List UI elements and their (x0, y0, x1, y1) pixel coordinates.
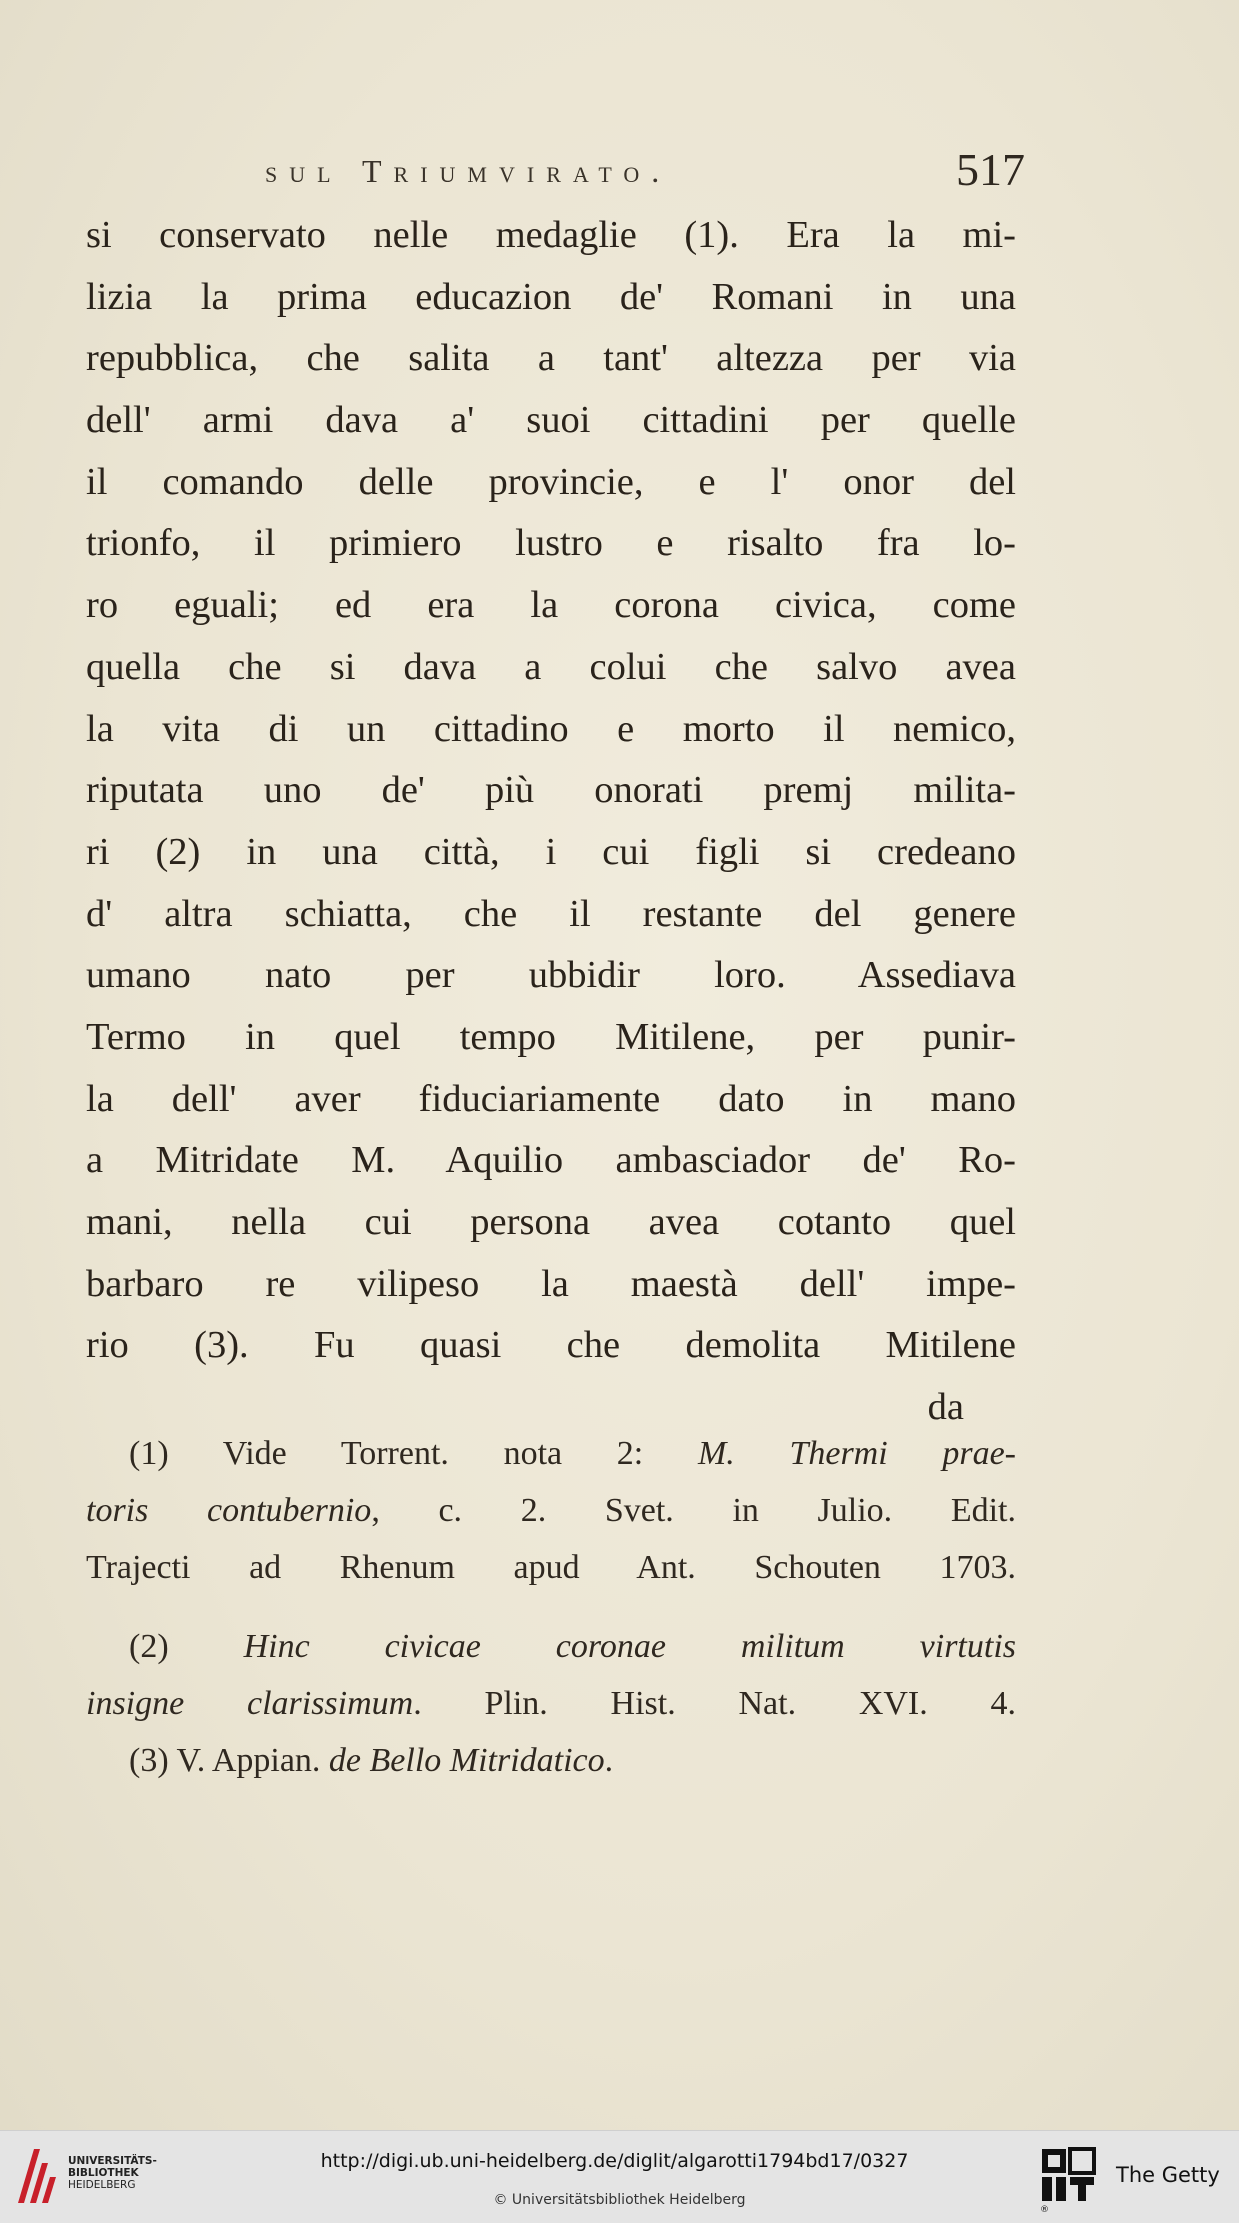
footnote-italic: toris contubernio (86, 1492, 372, 1529)
footnote-1-line: Trajecti ad Rhenum apud Ant. Schouten 1703. (86, 1549, 1016, 1586)
text-line: barbaro re vilipeso la maestà dell' impe- (86, 1262, 1016, 1305)
text-line: la dell' aver fiduciariamente dato in mano (86, 1077, 1016, 1120)
footnote-italic: M. Thermi prae- (697, 1435, 1016, 1472)
footnote-text: . Plin. Hist. Nat. XVI. 4. (413, 1685, 1017, 1722)
footnote-text: . (604, 1742, 614, 1779)
text-line: repubblica, che salita a tant' altezza per via (86, 337, 1016, 380)
text-line: umano nato per ubbidir loro. Assediava (86, 954, 1016, 997)
text-line: la vita di un cittadino e morto il nemico, (86, 707, 1016, 750)
footnote-2-line (86, 1675, 1016, 1732)
registered-mark: ® (1040, 2205, 1049, 2213)
footnote-text: (1) Vide Torrent. nota 2: (129, 1435, 698, 1472)
text-line: mani, nella cui persona avea cotanto quel (86, 1201, 1016, 1243)
running-title: sul Triumvirato. (265, 153, 672, 189)
footnote-2-line (86, 1618, 1016, 1675)
footer-bar (0, 2130, 1239, 2223)
footnote-text: (3) V. Appian. (129, 1742, 329, 1779)
library-name-line: BIBLIOTHEK (68, 2167, 139, 2179)
text-line: trionfo, il primiero lustro e risalto fra lo- (86, 522, 1016, 565)
permalink-url[interactable]: http://digi.ub.uni-heidelberg.de/diglit/algarotti1794bd17/0327 (320, 2150, 909, 2172)
footnote-1-line (86, 1482, 1016, 1539)
footnotes (86, 1425, 1016, 1789)
text-line: riputata uno de' più onorati premj milita- (86, 769, 1016, 812)
text-line: si conservato nelle medaglie (1). Era la mi- (86, 214, 1016, 256)
footnote-italic: insigne clarissimum (86, 1685, 414, 1722)
text-line: il comando delle provincie, e l' onor del (86, 460, 1016, 503)
text-line: quella che si dava a colui che salvo avea (86, 645, 1016, 688)
catchword: da (927, 1386, 964, 1429)
text-line: ri (2) in una città, i cui figli si credeano (86, 830, 1016, 873)
main-text (86, 205, 1016, 1439)
copyright-notice: © Universitätsbibliothek Heidelberg (493, 2192, 746, 2208)
footnote-text: , c. 2. Svet. in Julio. Edit. (371, 1492, 1016, 1529)
text-line: dell' armi dava a' suoi cittadini per quelle (86, 399, 1016, 442)
library-name-line: HEIDELBERG (68, 2179, 136, 2191)
library-name-line: UNIVERSITÄTS- (68, 2155, 157, 2167)
text-line: Termo in quel tempo Mitilene, per punir- (86, 1015, 1016, 1058)
footnote-1-line (86, 1425, 1016, 1482)
getty-logo-icon (1040, 2147, 1098, 2213)
footnote-gap (86, 1596, 1016, 1618)
footnote-text: (2) (129, 1628, 244, 1665)
text-line: ro eguali; ed era la corona civica, come (86, 584, 1016, 627)
text-line: a Mitridate M. Aquilio ambasciador de' Ro- (86, 1139, 1016, 1182)
footnote-italic: Hinc civicae coronae militum virtutis (243, 1628, 1016, 1665)
partner-name: The Getty (1116, 2163, 1220, 2187)
footnote-italic: de Bello Mitridatico (328, 1742, 605, 1779)
text-line: d' altra schiatta, che il restante del genere (86, 892, 1016, 935)
page-number: 517 (956, 144, 1025, 195)
footnote-3-line (86, 1732, 1016, 1789)
page-header (265, 143, 1025, 203)
text-line: rio (3). Fu quasi che demolita Mitilene (86, 1324, 1016, 1367)
text-line: lizia la prima educazion de' Romani in una (86, 275, 1016, 318)
